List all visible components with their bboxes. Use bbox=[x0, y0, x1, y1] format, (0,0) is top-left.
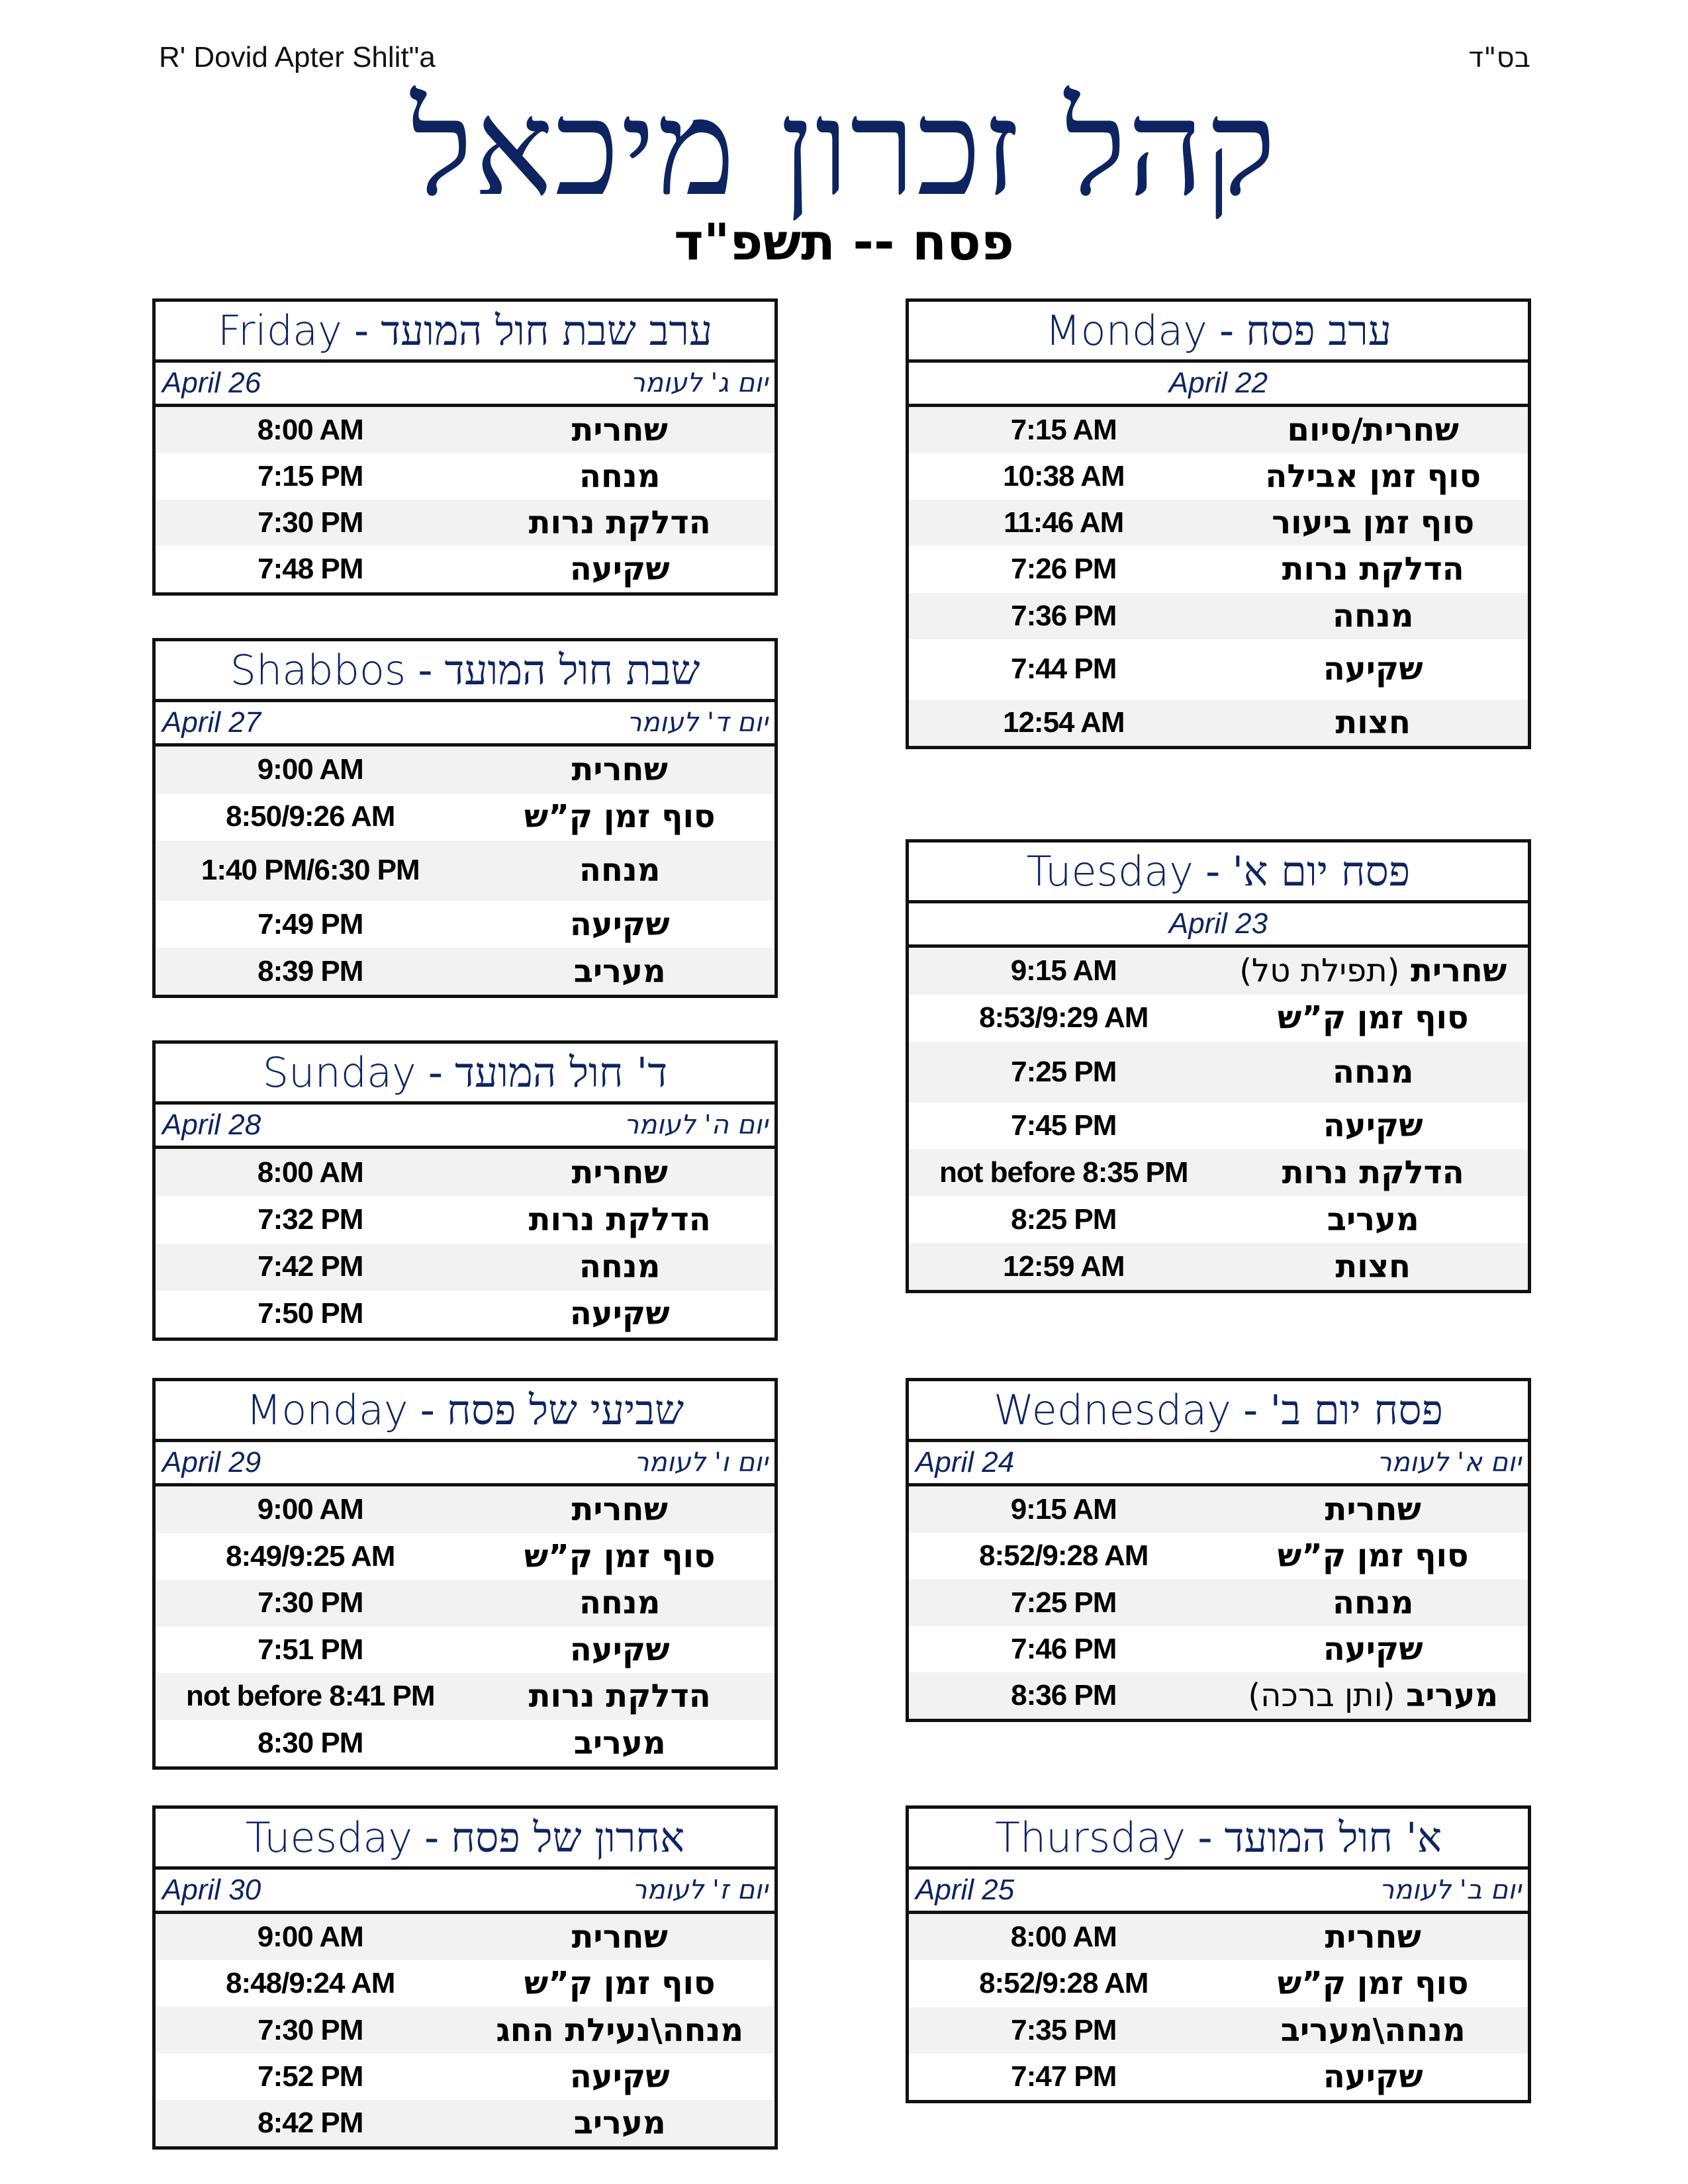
card-header: Sunday - ד' חול המועד bbox=[156, 1044, 774, 1105]
schedule-row bbox=[909, 1533, 1528, 1579]
prayer-label: סוף זמן ק”ש bbox=[1277, 1537, 1469, 1575]
schedule-row bbox=[156, 948, 774, 995]
prayer-label: שחרית bbox=[571, 412, 668, 449]
time-value: 7:46 PM bbox=[1011, 1632, 1117, 1665]
schedule-row bbox=[909, 1486, 1528, 1533]
prayer-label: שקיעה bbox=[1323, 1107, 1423, 1145]
schedule-row bbox=[156, 1914, 774, 1960]
schedule-row bbox=[909, 639, 1528, 700]
time-value: 7:52 PM bbox=[258, 2060, 363, 2093]
card-subheader bbox=[909, 1870, 1528, 1914]
time-value: 9:00 AM bbox=[257, 1493, 363, 1526]
prayer-label: חצות bbox=[1335, 704, 1411, 741]
time-value: 7:15 AM bbox=[1010, 414, 1117, 447]
time-value: 8:53/9:29 AM bbox=[979, 1001, 1149, 1034]
time-value: 8:00 AM bbox=[1010, 1921, 1117, 1954]
day-name: Tuesday bbox=[1026, 847, 1194, 895]
day-name: Wednesday bbox=[994, 1386, 1231, 1434]
prayer-label: מעריב (ותן ברכה) bbox=[1248, 1676, 1499, 1714]
prayer-label: הדלקת נרות bbox=[528, 1678, 711, 1715]
prayer-label: מנחה bbox=[1333, 1053, 1414, 1091]
holiday-name: שביעי של פסח bbox=[447, 1385, 684, 1434]
time-value: 7:42 PM bbox=[258, 1250, 363, 1283]
schedule-row bbox=[909, 1626, 1528, 1672]
card-header: Monday - שביעי של פסח bbox=[156, 1381, 774, 1442]
prayer-label: הדלקת נרות bbox=[1282, 551, 1464, 588]
time-value: 7:25 PM bbox=[1011, 1586, 1117, 1619]
day-name: Monday bbox=[246, 1386, 408, 1434]
prayer-label: סוף זמן ק”ש bbox=[524, 1965, 716, 2003]
prayer-label: שקיעה bbox=[569, 1631, 670, 1668]
schedule-row bbox=[909, 593, 1528, 639]
schedule-row bbox=[156, 901, 774, 948]
time-value: 8:00 AM bbox=[257, 414, 363, 446]
schedule-row bbox=[909, 1150, 1528, 1197]
schedule-row bbox=[156, 747, 774, 794]
schedule-row bbox=[909, 1042, 1528, 1103]
schedule-row bbox=[156, 1196, 774, 1243]
schedule-row bbox=[909, 948, 1528, 995]
time-value: 11:46 AM bbox=[1004, 506, 1124, 539]
prayer-label: מעריב bbox=[573, 2104, 666, 2142]
prayer-label: שחרית bbox=[571, 1919, 668, 1956]
time-value: 7:15 PM bbox=[258, 460, 363, 492]
omer-count: יום ז' לעומר bbox=[632, 1875, 768, 1905]
day-name: Tuesday bbox=[245, 1813, 413, 1862]
time-value: 10:38 AM bbox=[1002, 460, 1125, 493]
time-value: 8:52/9:28 AM bbox=[979, 1539, 1149, 1572]
card-subheader bbox=[156, 1442, 774, 1486]
card-subheader bbox=[909, 1442, 1528, 1486]
prayer-label: מנחה bbox=[579, 1584, 661, 1622]
time-value: 7:48 PM bbox=[258, 553, 363, 585]
time-value: 8:39 PM bbox=[258, 954, 363, 987]
prayer-note: (ותן ברכה) bbox=[1248, 1676, 1395, 1714]
bsd-mark: בס"ד bbox=[1468, 41, 1530, 73]
holiday-name: שבת חול המועד bbox=[444, 645, 700, 694]
date-label: April 22 bbox=[1168, 367, 1268, 399]
time-value: 7:30 PM bbox=[258, 506, 363, 539]
prayer-label: מנחה\מעריב bbox=[1280, 2011, 1466, 2049]
time-value: not before 8:41 PM bbox=[185, 1680, 435, 1713]
schedule-row bbox=[156, 1486, 774, 1533]
card-header: Friday - ערב שבת חול המועד bbox=[156, 302, 774, 363]
card-header: Thursday - א' חול המועד bbox=[909, 1809, 1528, 1870]
schedule-row bbox=[909, 546, 1528, 592]
schedule-row bbox=[156, 1673, 774, 1720]
date-label: April 25 bbox=[915, 1874, 1015, 1906]
card-header: Shabbos - שבת חול המועד bbox=[156, 641, 774, 702]
prayer-label: מנחה\נעילת החג bbox=[496, 2011, 744, 2049]
omer-count: יום ו' לעומר bbox=[633, 1447, 768, 1478]
omer-count: יום ב' לעומר bbox=[1379, 1875, 1521, 1905]
day-name: Shabbos bbox=[230, 646, 406, 694]
schedule-card-monday-apr22 bbox=[906, 298, 1531, 749]
schedule-row bbox=[909, 407, 1528, 453]
prayer-label: סוף זמן אבילה bbox=[1265, 458, 1481, 496]
time-value: 8:25 PM bbox=[1011, 1203, 1117, 1236]
prayer-label: שקיעה bbox=[1323, 651, 1423, 688]
prayer-label: שחרית bbox=[571, 751, 668, 789]
prayer-label: סוף זמן ק”ש bbox=[524, 798, 716, 836]
card-subheader bbox=[156, 363, 774, 407]
schedule-row bbox=[156, 1244, 774, 1291]
holiday-name: פסח יום א' bbox=[1232, 846, 1411, 895]
schedule-row bbox=[156, 546, 774, 592]
prayer-label: מנחה bbox=[579, 852, 661, 889]
card-subheader bbox=[156, 702, 774, 747]
prayer-label: שקיעה bbox=[569, 1295, 670, 1333]
holiday-name: ערב פסח bbox=[1246, 306, 1391, 355]
prayer-label: מנחה bbox=[579, 1248, 661, 1286]
time-value: 7:25 PM bbox=[1011, 1055, 1117, 1088]
schedule-row bbox=[156, 1960, 774, 2007]
schedule-row bbox=[909, 500, 1528, 546]
prayer-label: הדלקת נרות bbox=[1282, 1154, 1464, 1191]
omer-count: יום א' לעומר bbox=[1377, 1447, 1521, 1478]
time-value: 12:54 AM bbox=[1002, 705, 1125, 739]
schedule-row bbox=[156, 1149, 774, 1196]
schedule-card-sunday-apr28 bbox=[152, 1040, 778, 1341]
schedule-row bbox=[909, 1579, 1528, 1625]
time-value: 7:44 PM bbox=[1011, 653, 1117, 686]
prayer-label: סוף זמן ק”ש bbox=[1277, 999, 1469, 1037]
holiday-name: א' חול המועד bbox=[1224, 1813, 1442, 1862]
schedule-row bbox=[909, 700, 1528, 746]
date-label: April 30 bbox=[162, 1874, 261, 1906]
omer-count: יום ג' לעומר bbox=[630, 368, 768, 398]
card-header: Monday - ערב פסח bbox=[909, 302, 1528, 363]
time-value: not before 8:35 PM bbox=[939, 1156, 1188, 1189]
date-label: April 23 bbox=[1168, 907, 1268, 940]
date-label: April 27 bbox=[162, 706, 261, 739]
time-value: 1:40 PM/6:30 PM bbox=[201, 854, 420, 887]
time-value: 8:52/9:28 AM bbox=[979, 1967, 1149, 2000]
prayer-label: סוף זמן ביעור bbox=[1272, 504, 1475, 542]
card-header: Wednesday - פסח יום ב' bbox=[909, 1381, 1528, 1442]
card-subheader bbox=[909, 903, 1528, 948]
schedule-row bbox=[909, 1914, 1528, 1960]
schedule-row bbox=[156, 1580, 774, 1627]
schedule-row bbox=[156, 2100, 774, 2146]
omer-count: יום ה' לעומר bbox=[624, 1110, 768, 1140]
date-label: April 24 bbox=[915, 1446, 1015, 1479]
time-value: 8:48/9:24 AM bbox=[226, 1967, 395, 2000]
schedule-card-wednesday-apr24 bbox=[906, 1378, 1531, 1722]
time-value: 7:32 PM bbox=[258, 1203, 363, 1236]
schedule-row bbox=[909, 995, 1528, 1042]
schedule-row bbox=[909, 2054, 1528, 2100]
prayer-label: שחרית (תפילת טל) bbox=[1239, 952, 1507, 990]
day-name: Thursday bbox=[994, 1813, 1186, 1862]
page-subtitle: פסח -- תשפ"ד bbox=[674, 212, 1014, 271]
day-name: Friday bbox=[217, 306, 342, 355]
time-value: 8:50/9:26 AM bbox=[226, 800, 395, 833]
schedule-card-tuesday-apr23 bbox=[906, 839, 1531, 1293]
time-value: 9:00 AM bbox=[257, 753, 363, 786]
schedule-row bbox=[156, 1720, 774, 1767]
holiday-name: ערב שבת חול המועד bbox=[381, 306, 713, 355]
date-label: April 28 bbox=[162, 1109, 261, 1141]
prayer-label: שקיעה bbox=[1323, 2058, 1423, 2095]
time-value: 7:26 PM bbox=[1011, 553, 1117, 586]
prayer-note: (תפילת טל) bbox=[1239, 952, 1400, 990]
prayer-label: שקיעה bbox=[569, 905, 670, 943]
time-value: 8:42 PM bbox=[258, 2106, 363, 2139]
card-header: Tuesday - אחרון של פסח bbox=[156, 1809, 774, 1870]
time-value: 7:50 PM bbox=[258, 1297, 363, 1330]
schedule-row bbox=[909, 1672, 1528, 1719]
schedule-row bbox=[909, 2007, 1528, 2054]
prayer-label: מנחה bbox=[1333, 597, 1414, 635]
card-subheader bbox=[156, 1105, 774, 1149]
prayer-label: שקיעה bbox=[1323, 1630, 1423, 1668]
prayer-label: שקיעה bbox=[569, 2058, 670, 2095]
card-subheader bbox=[909, 363, 1528, 407]
schedule-card-monday-apr29 bbox=[152, 1378, 778, 1770]
prayer-label: חצות bbox=[1335, 1248, 1411, 1285]
prayer-label: שקיעה bbox=[569, 551, 670, 588]
time-value: 7:47 PM bbox=[1011, 2060, 1117, 2093]
page-title: קהל זכרון מיכאל bbox=[410, 71, 1278, 226]
time-value: 9:15 AM bbox=[1010, 1493, 1117, 1526]
schedule-row bbox=[156, 407, 774, 453]
time-value: 9:00 AM bbox=[257, 1921, 363, 1954]
date-label: April 26 bbox=[162, 367, 261, 399]
schedule-row bbox=[156, 1627, 774, 1674]
prayer-label: מעריב bbox=[573, 1724, 666, 1762]
day-name: Monday bbox=[1045, 306, 1207, 355]
prayer-label: שחרית bbox=[571, 1491, 668, 1529]
prayer-label: שחרית bbox=[571, 1154, 668, 1191]
schedule-row bbox=[909, 1103, 1528, 1150]
time-value: 8:49/9:25 AM bbox=[226, 1539, 395, 1572]
prayer-label: הדלקת נרות bbox=[528, 1201, 711, 1238]
time-value: 7:36 PM bbox=[1011, 599, 1117, 632]
time-value: 7:45 PM bbox=[1011, 1109, 1117, 1142]
prayer-label: מנחה bbox=[579, 458, 661, 495]
prayer-label: מעריב bbox=[1327, 1201, 1419, 1238]
schedule-row bbox=[156, 2007, 774, 2053]
time-value: 7:35 PM bbox=[1011, 2013, 1117, 2046]
date-label: April 29 bbox=[162, 1446, 261, 1479]
rabbi-name: R' Dovid Apter Shlit"a bbox=[159, 41, 436, 73]
holiday-name: אחרון של פסח bbox=[451, 1813, 685, 1862]
schedule-row bbox=[156, 1291, 774, 1338]
holiday-name: פסח יום ב' bbox=[1270, 1385, 1443, 1434]
time-value: 8:00 AM bbox=[257, 1156, 363, 1189]
holiday-name: ד' חול המועד bbox=[455, 1048, 668, 1097]
day-name: Sunday bbox=[262, 1048, 416, 1097]
card-subheader bbox=[156, 1870, 774, 1914]
prayer-label: הדלקת נרות bbox=[528, 504, 711, 541]
prayer-label: שחרית/סיום bbox=[1287, 412, 1459, 449]
schedule-row bbox=[909, 1960, 1528, 2007]
schedule-row bbox=[156, 1533, 774, 1580]
schedule-row bbox=[156, 500, 774, 546]
schedule-row bbox=[156, 841, 774, 901]
prayer-label: שחרית bbox=[1325, 1491, 1421, 1529]
time-value: 9:15 AM bbox=[1010, 954, 1117, 987]
schedule-row bbox=[156, 2054, 774, 2100]
schedule-card-tuesday-apr30 bbox=[152, 1805, 778, 2150]
schedule-row bbox=[156, 453, 774, 500]
schedule-row bbox=[909, 453, 1528, 500]
schedule-card-friday-apr26 bbox=[152, 298, 778, 596]
time-value: 12:59 AM bbox=[1002, 1250, 1125, 1283]
card-header: Tuesday - פסח יום א' bbox=[909, 842, 1528, 903]
schedule-card-shabbos-apr27 bbox=[152, 638, 778, 998]
schedule-row bbox=[909, 1196, 1528, 1243]
schedule-row bbox=[156, 794, 774, 841]
time-value: 7:49 PM bbox=[258, 907, 363, 940]
time-value: 8:30 PM bbox=[258, 1726, 363, 1759]
time-value: 7:30 PM bbox=[258, 1586, 363, 1619]
schedule-row bbox=[909, 1243, 1528, 1290]
prayer-label: מעריב bbox=[573, 952, 666, 990]
schedule-card-thursday-apr25 bbox=[906, 1805, 1531, 2103]
time-value: 7:30 PM bbox=[258, 2013, 363, 2046]
prayer-label: סוף זמן ק”ש bbox=[524, 1537, 716, 1575]
prayer-label: מנחה bbox=[1333, 1584, 1414, 1621]
time-value: 7:51 PM bbox=[258, 1633, 363, 1666]
time-value: 8:36 PM bbox=[1011, 1678, 1117, 1711]
omer-count: יום ד' לעומר bbox=[626, 707, 768, 738]
prayer-label: שחרית bbox=[1325, 1919, 1421, 1956]
prayer-label: סוף זמן ק”ש bbox=[1277, 1965, 1469, 2003]
